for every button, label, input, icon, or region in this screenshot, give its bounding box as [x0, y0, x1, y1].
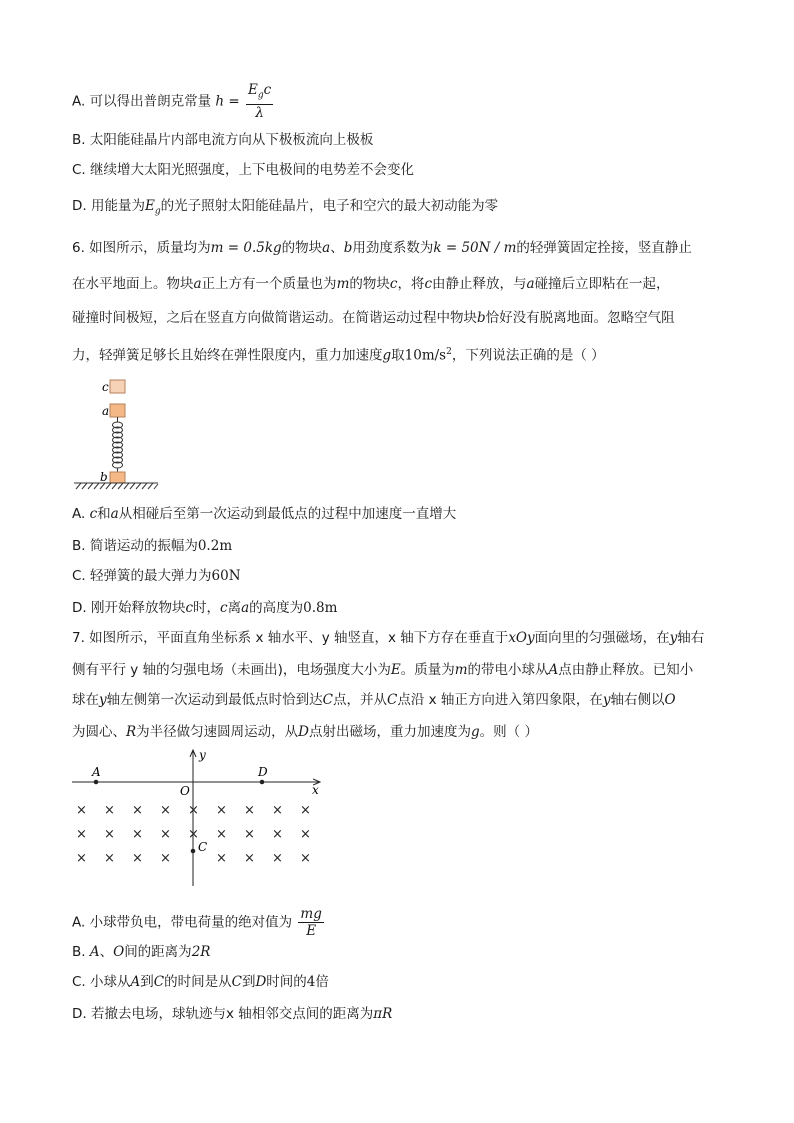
field-cross: ×	[188, 803, 199, 818]
q6-stem-line1: 6. 如图所示，质量均为m = 0.5kg的物块a、b用劲度系数为k = 50N / m的轻弹簧固定拴接，竖直静止	[72, 240, 692, 256]
q7-option-d: D. 若撤去电场，球轨迹与x 轴相邻交点间的距离为πR	[72, 1006, 393, 1022]
q6-stem-line2: 在水平地面上。物块a正上方有一个质量也为m的物块c，将c由静止释放，与a碰撞后立即粘在一起，	[72, 276, 670, 292]
ground	[74, 483, 158, 489]
q6-stem-line4: 力，轻弹簧足够长且始终在弹性限度内，重力加速度g取$10m/s^2$，下列说法正确的是（ ）	[72, 347, 605, 364]
q5-option-c: C. 继续增大太阳光照强度，上下电极间的电势差不会变化	[72, 162, 415, 178]
block-a	[110, 404, 125, 417]
charge-fraction: $\frac{mg}{E}$	[300, 906, 322, 939]
spring	[113, 417, 123, 472]
label-b: b	[100, 470, 108, 484]
field-cross: ×	[76, 851, 87, 866]
field-cross: ×	[244, 803, 255, 818]
field-cross: ×	[160, 851, 171, 866]
field-cross: ×	[76, 803, 87, 818]
field-cross: ×	[160, 827, 171, 842]
field-cross: ×	[300, 803, 311, 818]
field-cross: ×	[216, 803, 227, 818]
field-cross: ×	[272, 851, 283, 866]
origin-label: O	[180, 784, 190, 798]
field-cross: ×	[104, 803, 115, 818]
field-cross: ×	[272, 827, 283, 842]
q7-stem-line2: 侧有平行 y 轴的匀强电场（未画出)，电场强度大小为E。质量为m的带电小球从A点由静止释放。已知小	[72, 662, 694, 678]
point-a	[94, 780, 99, 785]
planck-fraction: $\frac{E_gc}{\lambda}$	[248, 82, 272, 121]
label-a: a	[102, 404, 110, 418]
field-cross: ×	[104, 851, 115, 866]
point-a-label: A	[92, 765, 101, 779]
q7-stem-line1: 7. 如图所示，平面直角坐标系 x 轴水平、y 轴竖直，x 轴下方存在垂直于xOy面向里的匀强磁场，在y轴右	[72, 630, 705, 646]
q7-option-a: A. 小球带负电，带电荷量的绝对值为 $\frac{mg}{E}$	[72, 906, 322, 939]
field-cross: ×	[272, 803, 283, 818]
field-cross: ×	[216, 827, 227, 842]
q6-option-a: A. c和a从相碰后至第一次运动到最低点的过程中加速度一直增大	[72, 506, 457, 522]
point-c-label: C	[198, 840, 208, 854]
q5-option-d: D. 用能量为$E_g$的光子照射太阳能硅晶片，电子和空穴的最大初动能为零	[72, 198, 499, 217]
q6-option-c: C. 轻弹簧的最大弹力为60N	[72, 568, 241, 584]
field-cross: ×	[216, 851, 227, 866]
block-b	[110, 472, 125, 483]
field-cross: ×	[300, 827, 311, 842]
q6-stem-line3: 碰撞时间极短，之后在竖直方向做简谐运动。在简谐运动过程中物块b恰好没有脱离地面。忽略空气阻	[72, 310, 675, 326]
y-axis-label: y	[199, 748, 206, 762]
field-cross: ×	[160, 803, 171, 818]
field-cross: ×	[132, 803, 143, 818]
magnetic-field-diagram	[70, 746, 330, 890]
field-cross: ×	[188, 827, 199, 842]
x-axis-label: x	[312, 783, 319, 797]
point-d	[260, 780, 265, 785]
field-cross: ×	[244, 851, 255, 866]
q6-option-d: D. 刚开始释放物块c时，c离a的高度为0.8m	[72, 600, 338, 616]
field-cross: ×	[132, 827, 143, 842]
field-cross: ×	[104, 827, 115, 842]
field-cross: ×	[300, 851, 311, 866]
label-c: c	[102, 380, 109, 394]
block-c	[110, 380, 125, 393]
q6-option-b: B. 简谐运动的振幅为0.2m	[72, 538, 233, 554]
q5-option-b: B. 太阳能硅晶片内部电流方向从下极板流向上极板	[72, 132, 374, 148]
point-d-label: D	[258, 765, 268, 779]
field-cross: ×	[132, 851, 143, 866]
q7-stem-line4: 为圆心、R为半径做匀速圆周运动，从D点射出磁场，重力加速度为g。则（ ）	[72, 724, 538, 740]
field-cross: ×	[244, 827, 255, 842]
q7-option-b: B. A、O间的距离为2R	[72, 944, 211, 960]
q7-option-c: C. 小球从A到C的时间是从C到D时间的4倍	[72, 974, 329, 990]
spring-block-diagram	[70, 372, 165, 494]
field-cross: ×	[76, 827, 87, 842]
q7-stem-line3: 球在y轴左侧第一次运动到最低点时恰到达C点，并从C点沿 x 轴正方向进入第四象限，在y轴右侧以O	[72, 692, 676, 708]
q5-option-a: A. 可以得出普朗克常量 h = $\frac{E_gc}{\lambda}$	[72, 82, 272, 121]
point-c	[191, 849, 196, 854]
